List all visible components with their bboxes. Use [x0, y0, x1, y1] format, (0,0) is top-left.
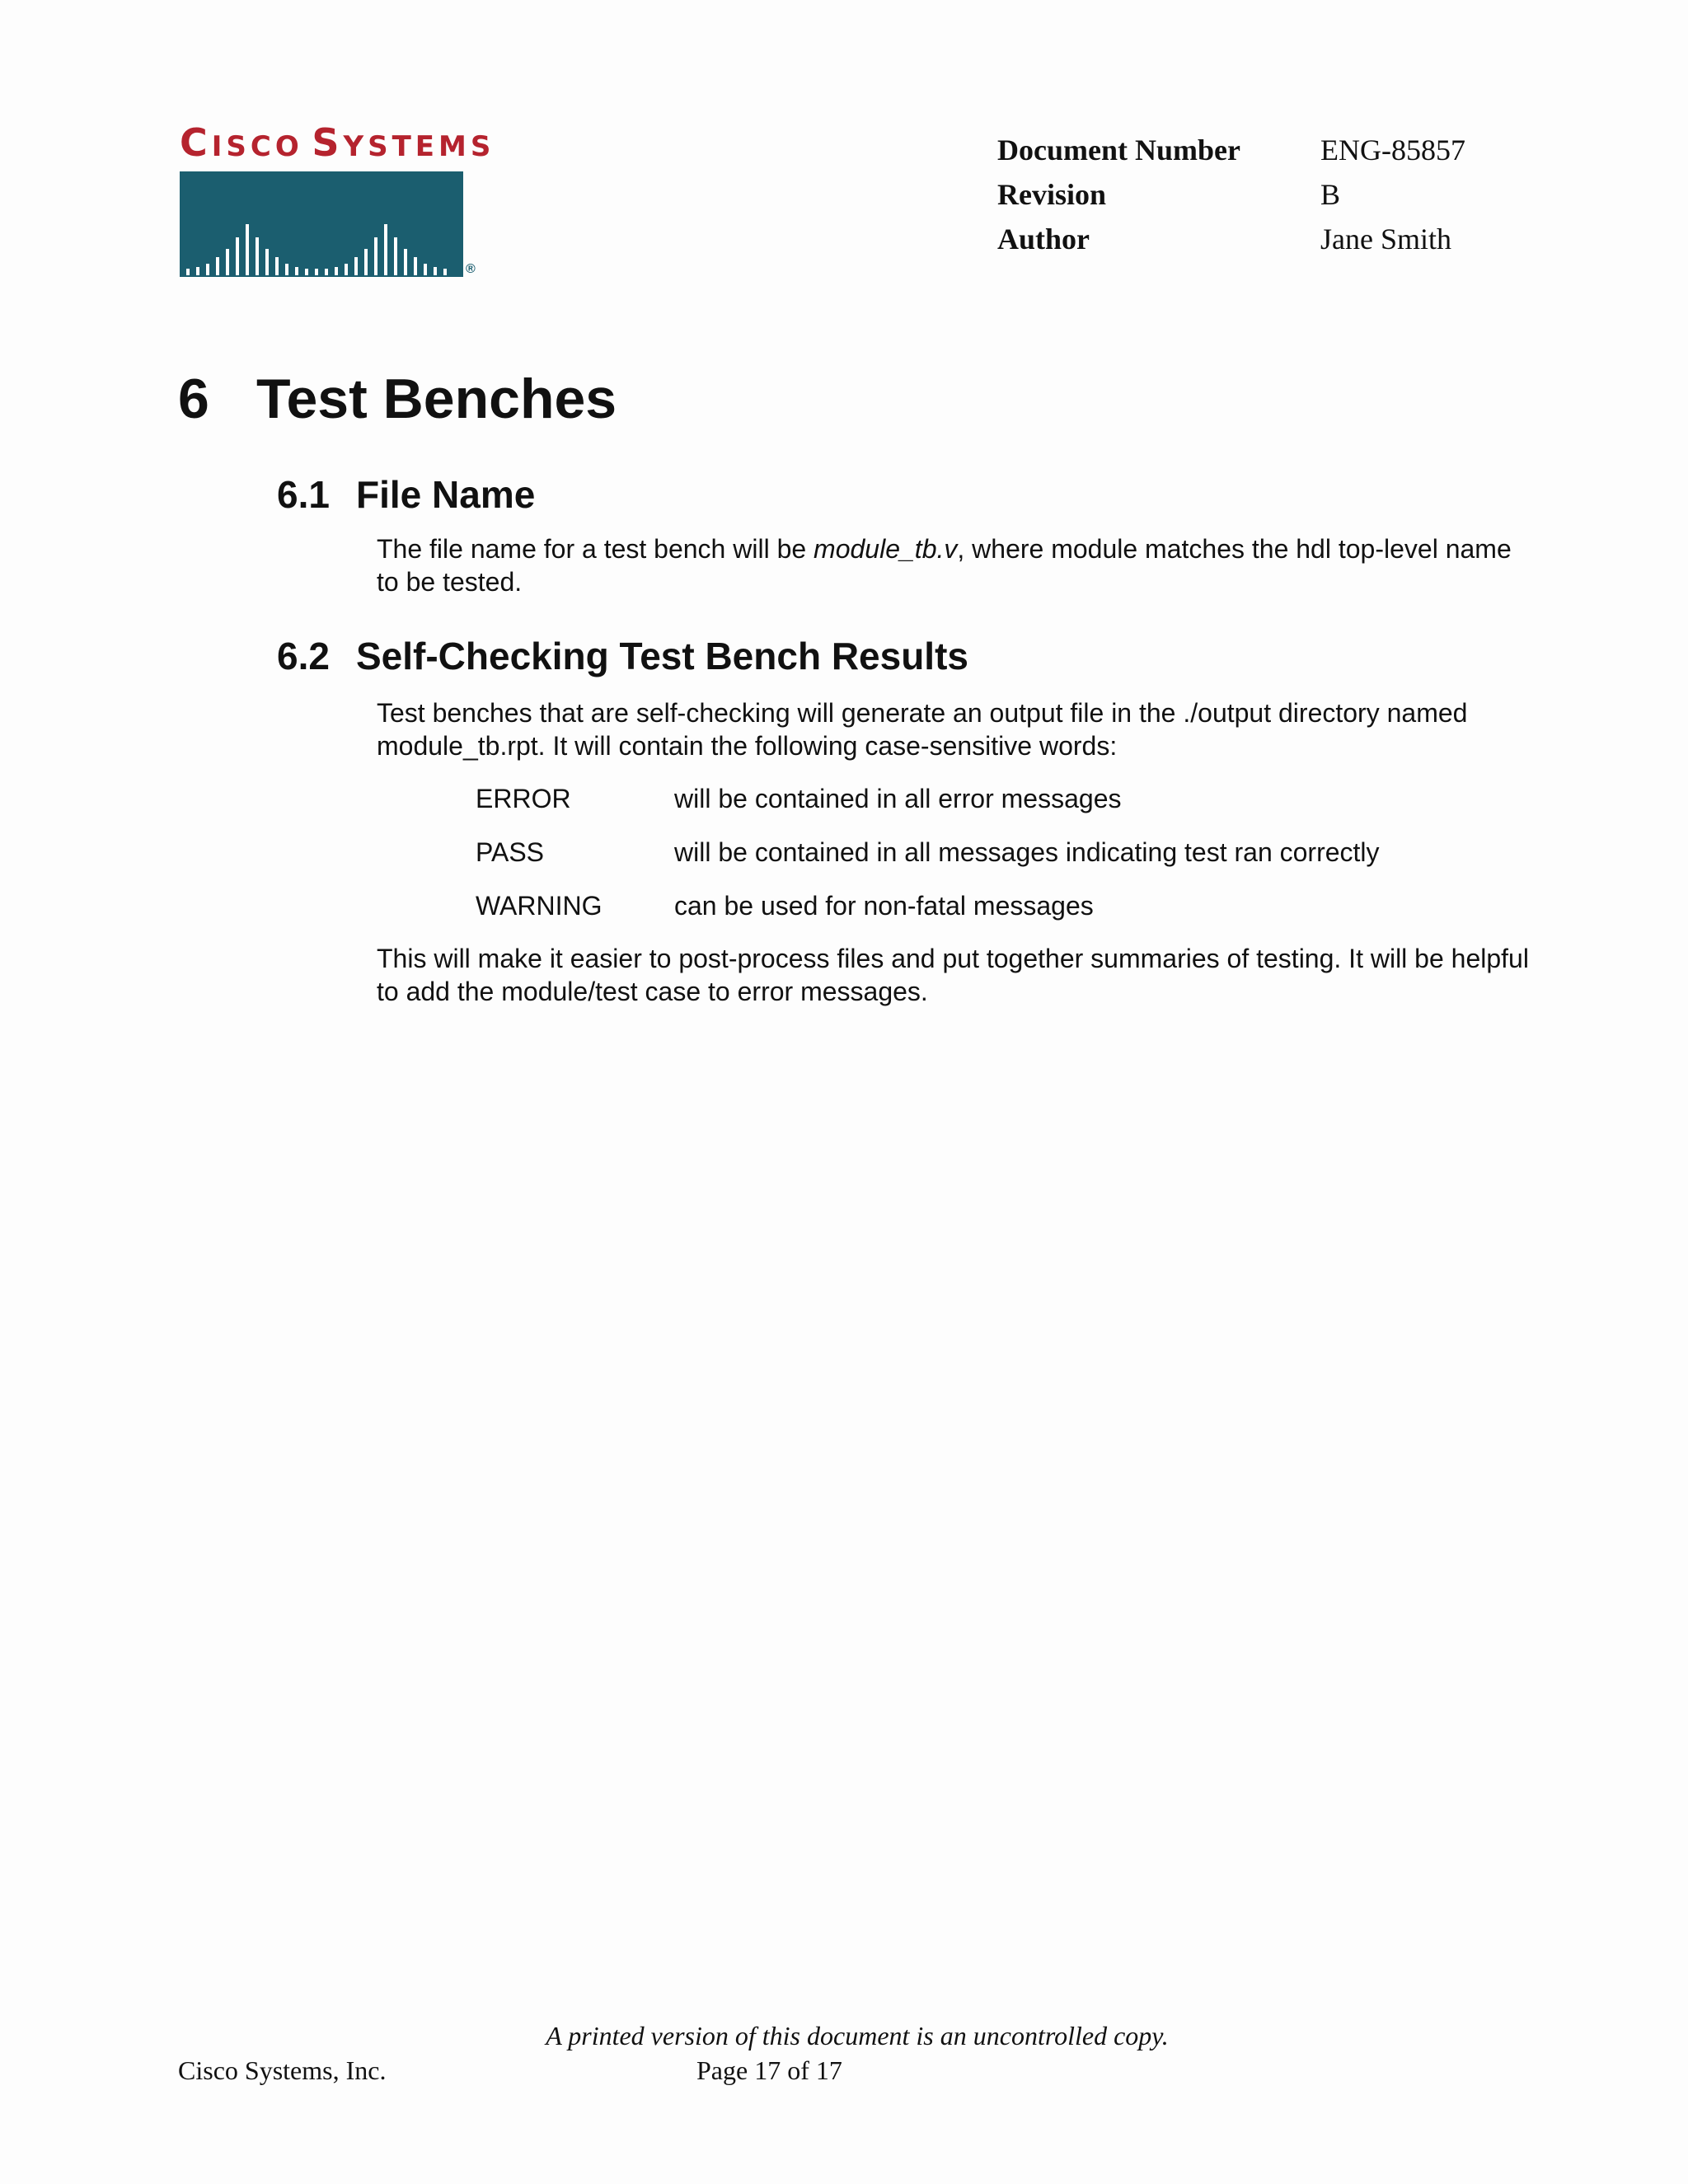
meta-value: B — [1320, 178, 1341, 211]
paragraph-text: , where module matches the hdl top-level name to be tested. — [377, 534, 1512, 597]
footer-company: Cisco Systems, Inc. — [178, 2055, 387, 2085]
subsection-title: File Name — [356, 473, 536, 516]
logo-letters: YSTEMS — [343, 130, 495, 163]
meta-value: Jane Smith — [1320, 223, 1451, 255]
definition-item-pass — [476, 837, 1380, 868]
meta-label: Document Number — [997, 134, 1240, 166]
registered-mark: ® — [466, 262, 476, 276]
subsection-number: 6.2 — [277, 635, 330, 677]
definition-description: will be contained in all error messages — [674, 784, 1122, 813]
definition-item-error — [476, 784, 1121, 814]
definition-term: WARNING — [476, 891, 603, 921]
section-heading — [178, 367, 617, 431]
self-checking-intro: Test benches that are self-checking will generate an output file in the ./output directory named module_tb.rpt. It will contain the following case-sensitive words: — [377, 698, 1468, 761]
meta-label: Revision — [997, 178, 1107, 211]
logo-bars-icon — [180, 171, 463, 277]
file-name-paragraph — [377, 532, 1531, 598]
section-number: 6 — [178, 368, 209, 430]
subsection-number: 6.1 — [277, 473, 330, 516]
definition-description: can be used for non-fatal messages — [674, 891, 1094, 921]
definition-term: PASS — [476, 837, 544, 867]
file-name-example: module_tb.v — [814, 534, 958, 564]
subsection-heading-self-checking — [277, 634, 968, 678]
logo-bars-box — [180, 171, 463, 277]
definition-description: will be contained in all messages indicating test ran correctly — [674, 837, 1380, 867]
section-title: Test Benches — [256, 368, 617, 430]
meta-value: ENG-85857 — [1320, 134, 1465, 166]
cisco-logo — [180, 120, 495, 285]
definition-item-warning — [476, 891, 1094, 921]
self-checking-closing: This will make it easier to post-process files and put together summaries of testing. It will be helpful to add the module/test case to error messages. — [377, 944, 1529, 1006]
subsection-title: Self-Checking Test Bench Results — [356, 635, 968, 677]
logo-wordmark — [180, 120, 495, 165]
subsection-heading-file-name — [277, 472, 535, 517]
logo-letter: C — [180, 120, 212, 165]
logo-letters: ISCO — [211, 130, 303, 163]
logo-letter: S — [312, 120, 344, 165]
footer-note: A printed version of this document is an uncontrolled copy. — [546, 2021, 1169, 2050]
footer-page-number: Page 17 of 17 — [696, 2055, 842, 2085]
definition-term: ERROR — [476, 784, 571, 813]
meta-label: Author — [997, 223, 1090, 255]
paragraph-text: The file name for a test bench will be — [377, 534, 814, 564]
